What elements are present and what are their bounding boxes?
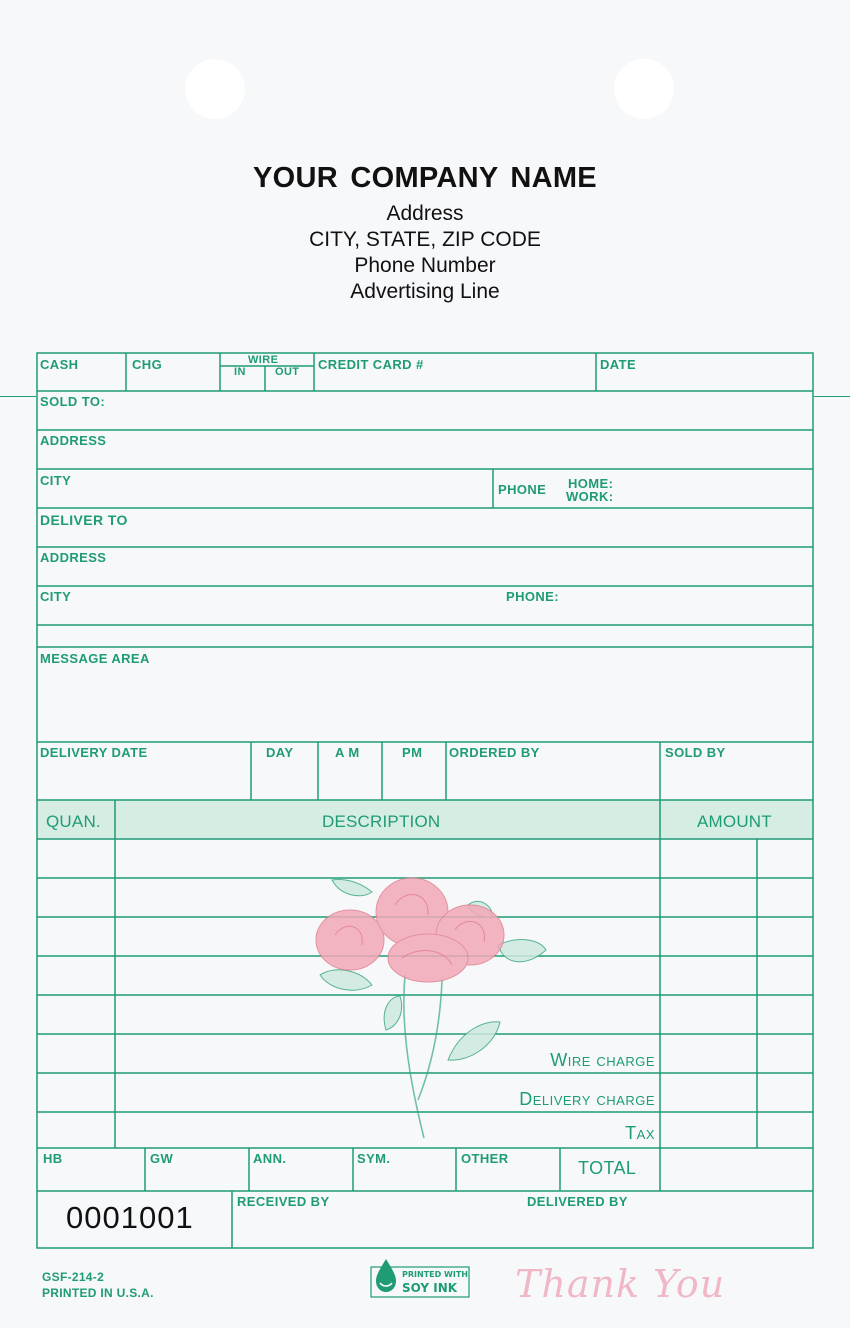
company-address: Address	[386, 202, 464, 225]
tax-label: Tax	[625, 1123, 655, 1143]
sold-to-label: SOLD TO:	[40, 394, 106, 409]
home-label: HOME:	[568, 476, 614, 491]
company-name: YOUR COMPANY NAME	[253, 162, 597, 194]
hb-label: HB	[43, 1151, 63, 1166]
soy-ink-top: PRINTED WITH	[402, 1270, 468, 1279]
delivery-charge-label: Delivery charge	[519, 1089, 655, 1109]
ordered-by-label: ORDERED BY	[449, 745, 540, 760]
ann-label: ANN.	[253, 1151, 287, 1166]
form-number: 0001001	[66, 1200, 194, 1235]
date-label: DATE	[600, 357, 637, 372]
wire-charge-label: Wire charge	[550, 1050, 655, 1070]
credit-card-label: CREDIT CARD #	[318, 357, 424, 372]
soy-ink-bottom: SOY INK	[402, 1281, 458, 1295]
gw-label: GW	[150, 1151, 174, 1166]
form-code: GSF-214-2	[42, 1270, 105, 1284]
deliver-to-label: DELIVER TO	[40, 512, 128, 528]
deliver-to-city-label: CITY	[40, 589, 72, 604]
company-phone: Phone Number	[354, 254, 496, 277]
delivered-by-label: DELIVERED BY	[527, 1194, 628, 1209]
delivery-date-label: DELIVERY DATE	[40, 745, 148, 760]
sold-to-address-label: ADDRESS	[40, 433, 107, 448]
wire-out-label: OUT	[275, 366, 300, 378]
sym-label: SYM.	[357, 1151, 391, 1166]
quan-header: QUAN.	[46, 812, 101, 831]
company-city-state-zip: CITY, STATE, ZIP CODE	[309, 228, 541, 251]
printed-in-usa: PRINTED IN U.S.A.	[42, 1286, 154, 1300]
sold-by-label: SOLD BY	[665, 745, 726, 760]
chg-label: CHG	[132, 357, 163, 372]
total-label: TOTAL	[578, 1158, 637, 1178]
cash-label: CASH	[40, 357, 79, 372]
description-header: DESCRIPTION	[322, 812, 441, 831]
am-label: A M	[335, 745, 360, 760]
message-area-label: MESSAGE AREA	[40, 651, 150, 666]
deliver-to-phone-label: PHONE:	[506, 589, 559, 604]
work-label: WORK:	[566, 489, 614, 504]
sold-to-city-label: CITY	[40, 473, 72, 488]
wire-label: WIRE	[248, 354, 279, 366]
amount-header: AMOUNT	[697, 812, 772, 831]
sold-to-phone-label: PHONE	[498, 482, 547, 497]
thank-you-script: Thank You	[515, 1262, 726, 1306]
pm-label: PM	[402, 745, 423, 760]
other-label: OTHER	[461, 1151, 509, 1166]
day-label: DAY	[266, 745, 294, 760]
company-advertising: Advertising Line	[350, 280, 500, 303]
received-by-label: RECEIVED BY	[237, 1194, 330, 1209]
wire-in-label: IN	[234, 366, 246, 378]
deliver-to-address-label: ADDRESS	[40, 550, 107, 565]
